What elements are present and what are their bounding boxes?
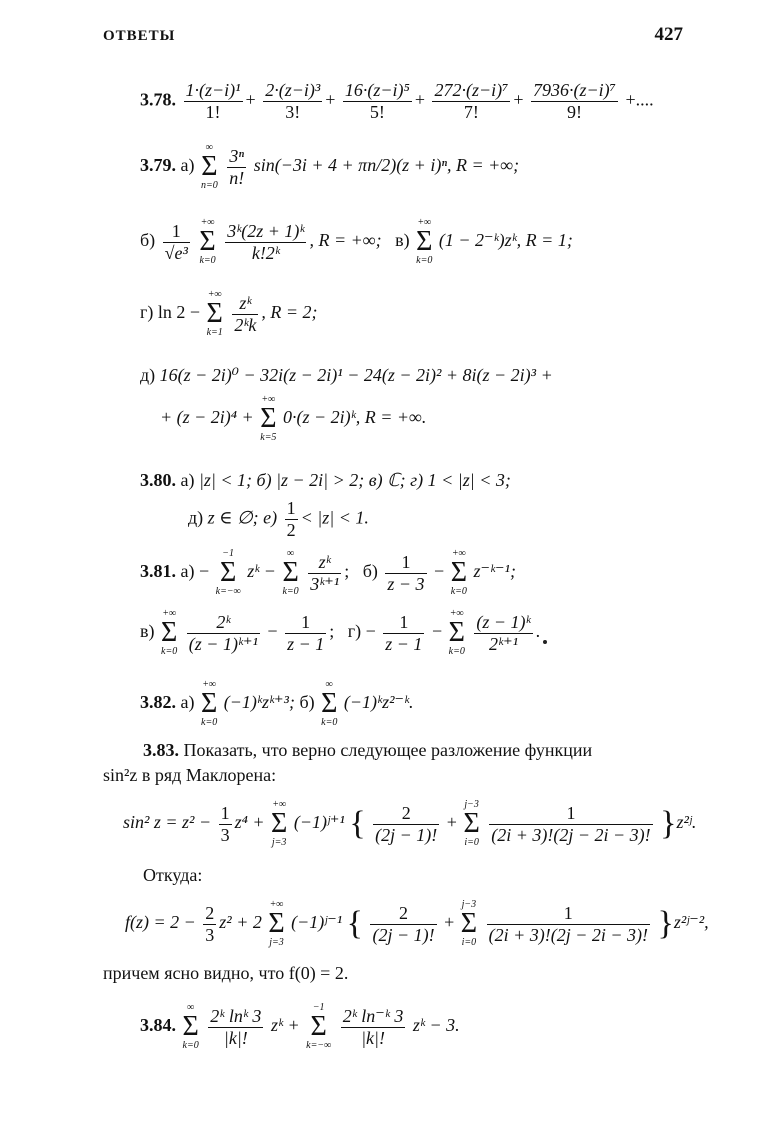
sum-sign: j−3 Σ i=0: [460, 899, 478, 948]
fraction: $\frac{1}{z - 3}$: [387, 551, 425, 594]
part-label: в): [395, 230, 410, 251]
answer-3-79d-line1: [140, 365, 740, 386]
sum-sign: ∞ Σ n=0: [200, 142, 218, 191]
item-number: 3.79.: [140, 155, 176, 176]
item-number: 3.80.: [140, 470, 176, 490]
answer-3-84: 3.84. ∞ Σ k=0 $\frac{\text{2ᵏ lnᵏ 3}}{|k|!}$ zᵏ + −1 Σ k=−∞ $\frac{\text{2ᵏ ln⁻ᵏ 3}}{|k|!}$ zᵏ − 3.: [140, 1002, 460, 1051]
item-number: 3.82.: [140, 692, 176, 713]
sum-sign: ∞ Σ k=0: [282, 548, 299, 597]
answer-3-79g: [140, 290, 740, 338]
body-text: Откуда:: [143, 865, 203, 885]
left-brace: {: [346, 905, 363, 942]
formula-text: f(z) = 2 −: [125, 912, 196, 933]
sum-sign: ∞ Σ k=0: [321, 679, 338, 728]
fraction: $\frac{\text{272·(z−i)⁷}}{7!}$: [434, 80, 509, 122]
sum-sign: +∞ Σ k=1: [206, 289, 223, 338]
formula-text: , R = +∞;: [309, 230, 382, 251]
fraction: $\frac{1}{2}$: [286, 498, 296, 540]
item-number: 3.81.: [140, 561, 176, 582]
otkuda-text: [143, 865, 443, 886]
sum-sign: ∞ Σ k=0: [182, 1002, 199, 1051]
sum-sign: +∞ Σ k=0: [200, 679, 218, 728]
sum-sign: +∞ Σ k=0: [199, 217, 216, 266]
sum-sign: +∞ Σ k=0: [448, 608, 465, 657]
fraction: $\frac{\text{3ᵏ(2z + 1)ᵏ}}{\text{k!2ᵏ}}$: [227, 220, 305, 263]
formula-text: , R = 2;: [261, 302, 318, 323]
formula-sin2: sin² z = z² − $\frac{1}{3}$ z⁴ + +∞ Σ j=3 (−1)ʲ⁺¹ { $\frac{2}{(2j - 1)!}$ + j−3 Σ i=0 $\frac{1}{(2i + 3)!(2j - 2i - 3)!}$ }z²ʲ.: [123, 799, 697, 848]
answer-3-79bv: [140, 218, 740, 266]
sum-sign: +∞ Σ j=3: [271, 799, 288, 848]
fraction: $\frac{2}{3}$: [205, 902, 215, 945]
fraction: $\frac{\text{1·(z−i)¹}}{1!}$: [185, 80, 241, 122]
answer-3-80-line2: [188, 498, 748, 540]
fraction: $\frac{1}{z - 1}$: [385, 611, 423, 654]
running-header: ОТВЕТЫ: [103, 28, 176, 44]
right-brace: }: [660, 805, 677, 842]
part-label: а): [180, 470, 195, 490]
sum-sign: +∞ Σ k=0: [450, 548, 467, 597]
answer-3-79d-line2: [160, 395, 760, 443]
formula-text: −: [198, 561, 210, 582]
part-label: а): [180, 155, 195, 176]
item-number: 3.84.: [140, 1015, 176, 1036]
fraction: $\frac{\text{2ᵏ lnᵏ 3}}{|k|!}$: [210, 1005, 262, 1048]
formula-text: 16(z − 2i)⁰ − 32i(z − 2i)¹ − 24(z − 2i)² + 8i(z − 2i)³ +: [159, 365, 553, 385]
formula-text: 0·(z − 2i)ᵏ, R = +∞.: [283, 407, 427, 428]
answer-3-83-line1: [143, 740, 703, 761]
answer-3-82: [140, 680, 740, 728]
fraction: $\frac{\text{2ᵏ}}{\text{(z − 1)ᵏ⁺¹}}$: [188, 611, 258, 654]
part-label: б): [299, 692, 315, 713]
part-label: г): [347, 621, 362, 642]
body-text: причем ясно видно, что f(0) = 2.: [103, 963, 349, 983]
stray-dot: [543, 640, 547, 644]
sum-sign: +∞ Σ k=0: [161, 608, 178, 657]
prichem-text: [103, 963, 703, 984]
body-text: Показать, что верно следующее разложение функции: [183, 740, 593, 760]
sum-sign: +∞ Σ k=5: [260, 394, 277, 443]
part-label: в): [140, 621, 155, 642]
body-text: sin²z в ряд Маклорена:: [103, 765, 277, 785]
sum-sign: −1 Σ k=−∞: [306, 1002, 332, 1051]
part-label: д): [140, 365, 156, 385]
formula-text: (−1)ᵏz²⁻ᵏ.: [343, 692, 414, 713]
formula-text: + (z − 2i)⁴ +: [160, 407, 254, 428]
answer-3-83-line2: [103, 765, 703, 786]
right-brace: }: [657, 905, 674, 942]
part-label: б): [140, 230, 156, 251]
fraction: $\frac{1}{(2i + 3)!(2j - 2i - 3)!}$: [488, 902, 648, 945]
part-label: д): [188, 507, 204, 528]
answer-3-80-line1: [140, 470, 740, 491]
answer-3-79a: [140, 143, 740, 191]
fraction: $\frac{\text{(z − 1)ᵏ}}{\text{2ᵏ⁺¹}}$: [476, 611, 531, 654]
fraction: $\frac{\text{3ⁿ}}{n!}$: [229, 145, 245, 188]
fraction: $\frac{1}{z - 1}$: [287, 611, 325, 654]
item-number: 3.83.: [143, 740, 179, 760]
fraction: $\frac{2}{(2j - 1)!}$: [375, 802, 438, 845]
sum-sign: −1 Σ k=−∞: [215, 548, 241, 597]
part-label: а): [180, 561, 195, 582]
fraction: $\frac{\text{zᵏ}}{\text{2ᵏk}}$: [234, 292, 257, 335]
formula-text: (1 − 2⁻ᵏ)zᵏ, R = 1;: [438, 230, 573, 251]
formula-text: z ∈ ∅; е): [207, 507, 278, 528]
fraction: $\frac{\text{zᵏ}}{\text{3ᵏ⁺¹}}$: [310, 551, 340, 594]
sum-sign: +∞ Σ k=0: [416, 217, 433, 266]
formula-text: sin(−3i + 4 + πn/2)(z + i)ⁿ, R = +∞;: [253, 155, 520, 176]
fraction: $\frac{\text{2·(z−i)³}}{3!}$: [265, 80, 321, 122]
left-brace: {: [349, 805, 366, 842]
fraction: $\frac{1}{(2i + 3)!(2j - 2i - 3)!}$: [491, 802, 651, 845]
formula-fz: f(z) = 2 − $\frac{2}{3}$ z² + 2 +∞ Σ j=3 (−1)ʲ⁻¹ { $\frac{2}{(2j - 1)!}$ + j−3 Σ i=0 $\frac{1}{(2i + 3)!(2j - 2i - 3)!}$ }z²ʲ⁻²,: [125, 899, 709, 948]
formula-text: zᵏ −: [247, 561, 276, 582]
formula-text: |z| < 1; б) |z − 2i| > 2; в) ℂ; г) 1 < |z| < 3;: [198, 470, 511, 490]
formula-text: < |z| < 1.: [300, 507, 369, 528]
answer-3-81ab: 3.81. а) − −1 Σ k=−∞ zᵏ − ∞ Σ k=0 $\frac{\text{zᵏ}}{\text{3ᵏ⁺¹}}$ ; б) $\frac{1}{z - 3}$ − +∞ Σ k=0 z⁻ᵏ⁻¹;: [140, 548, 516, 597]
formula-text: ln 2 −: [157, 302, 201, 323]
part-label: б): [362, 561, 378, 582]
fraction: $\frac{1}{\text{√e³}}$: [164, 220, 188, 263]
formula-text: (−1)ᵏzᵏ⁺³;: [223, 692, 295, 713]
part-label: а): [180, 692, 195, 713]
fraction: $\frac{2}{(2j - 1)!}$: [372, 902, 435, 945]
fraction: $\frac{\text{16·(z−i)⁵}}{5!}$: [344, 80, 410, 122]
item-number: 3.78.: [140, 89, 176, 110]
sum-sign: j−3 Σ i=0: [463, 799, 480, 848]
page-number: 427: [654, 24, 683, 45]
part-label: г): [140, 302, 154, 323]
formula-text: sin² z = z² −: [123, 812, 212, 833]
formula-text: z⁻ᵏ⁻¹;: [473, 561, 516, 582]
answer-3-81vg: в) +∞ Σ k=0 $\frac{\text{2ᵏ}}{\text{(z − 1)ᵏ⁺¹}}$ − $\frac{1}{z - 1}$ ; г) − $\frac{1}{z - 1}$ − +∞ Σ k=0 $\frac{\text{(z − 1)ᵏ}}{\text{2ᵏ⁺¹}}$ .: [140, 608, 541, 657]
sum-sign: +∞ Σ j=3: [268, 899, 285, 948]
fraction: $\frac{\text{2ᵏ ln⁻ᵏ 3}}{|k|!}$: [342, 1005, 404, 1048]
answer-3-78: 3.78. $\frac{\text{1·(z−i)¹}}{1!}$ + $\frac{\text{2·(z−i)³}}{3!}$ + $\frac{\text{16·(z−i)⁵}}{5!}$ + $\frac{\text{272·(z−i)⁷}}{7!}$ + $\frac{\text{7936·(z−i)⁷}}{9!}$ +....: [140, 80, 654, 122]
fraction: $\frac{1}{3}$: [220, 802, 230, 845]
ellipsis: +....: [625, 89, 654, 110]
fraction: $\frac{\text{7936·(z−i)⁷}}{9!}$: [533, 80, 616, 122]
